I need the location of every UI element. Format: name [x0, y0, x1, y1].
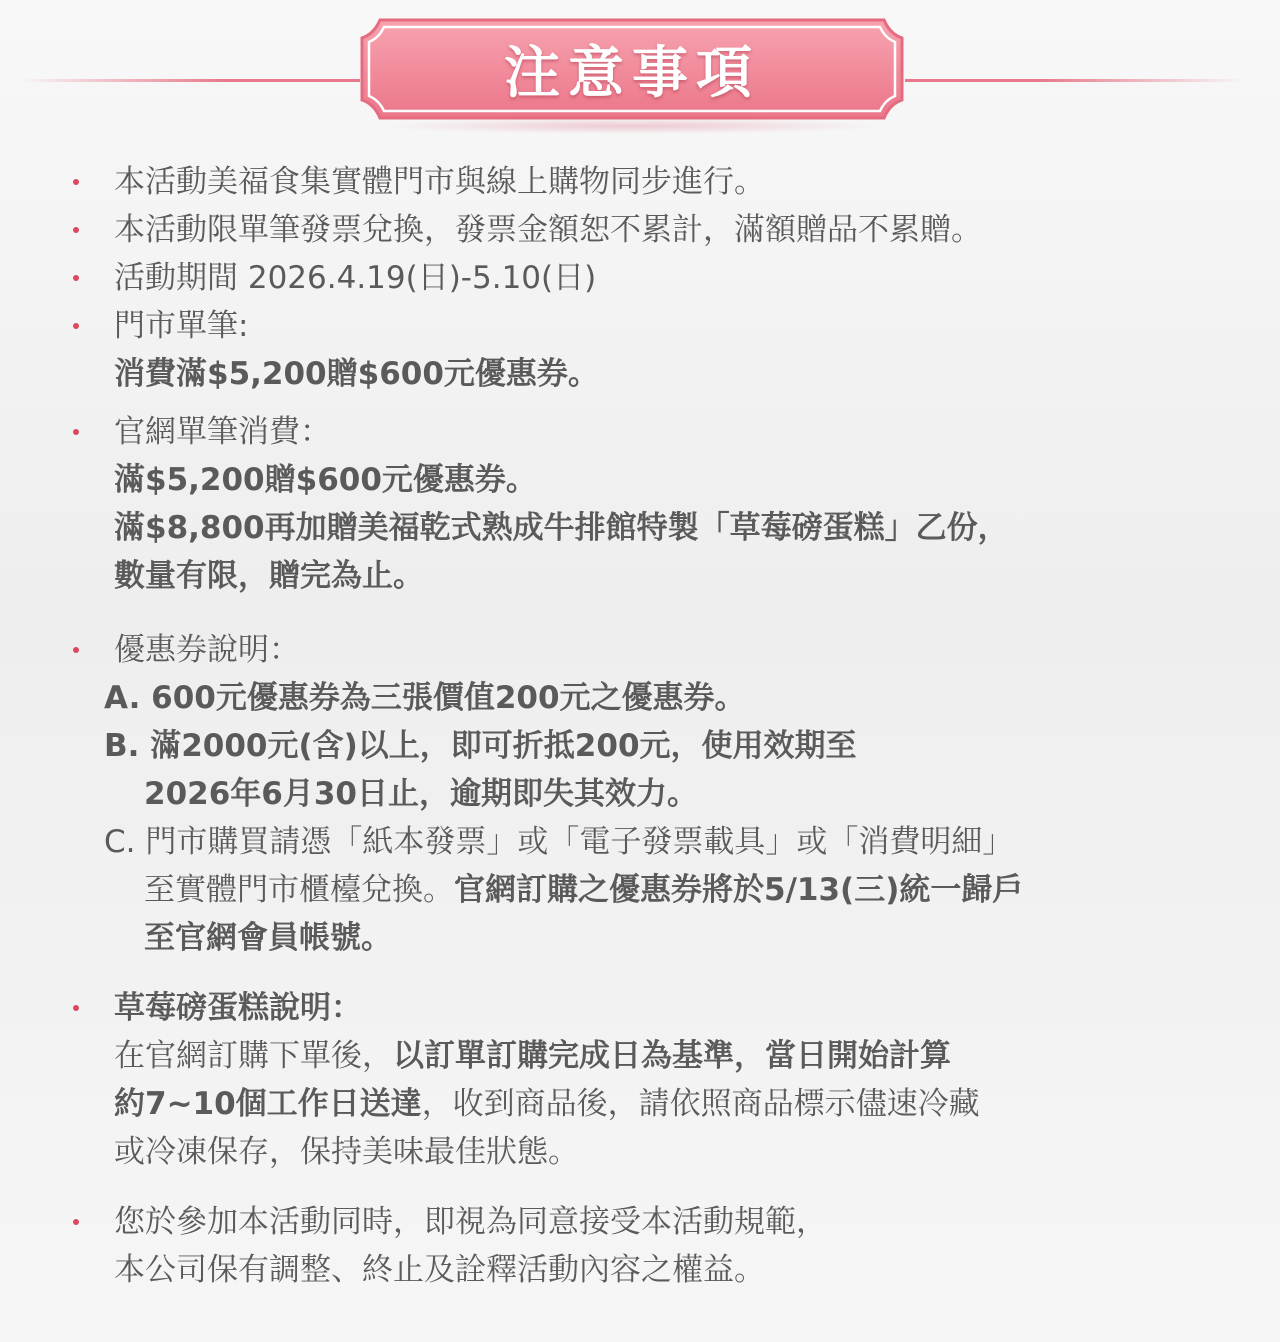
bullet-icon: [73, 1198, 83, 1246]
coupon-note-c-normal: 至實體門市櫃檯兌換。: [144, 872, 454, 908]
list-item: [66, 158, 1226, 206]
item-text: 本公司保有調整、終止及詮釋活動內容之權益。: [114, 1252, 765, 1288]
cake-note-normal: ，收到商品後，請依照商品標示儘速冷藏: [421, 1086, 980, 1122]
item-detail: 數量有限，贈完為止。: [114, 558, 424, 594]
item-detail: 或冷凍保存，保持美味最佳狀態。: [114, 1134, 579, 1170]
coupon-note-b: B. 滿2000元(含)以上，即可折抵200元，使用效期至: [104, 728, 857, 764]
item-detail: [114, 1032, 1226, 1080]
coupon-note-a: A. 600元優惠券為三張價值200元之優惠券。: [104, 680, 746, 716]
page-header: [0, 0, 1280, 140]
bullet-icon: [73, 302, 83, 350]
item-detail: 消費滿$5,200贈$600元優惠券。: [114, 356, 599, 392]
bullet-icon: [73, 626, 83, 674]
list-item: [66, 254, 1226, 302]
bullet-icon: [73, 206, 83, 254]
bullet-icon: [73, 158, 83, 206]
title-shadow: [378, 118, 886, 134]
item-heading: 草莓磅蛋糕說明：: [114, 990, 362, 1026]
coupon-note-c-bold: 官網訂購之優惠券將於5/13(三)統一歸戶: [454, 872, 1024, 908]
header-decor-line-left: [20, 79, 360, 82]
item-heading: 優惠券說明：: [114, 632, 300, 668]
item-heading: 門市單筆:: [114, 308, 249, 344]
item-text: 本活動美福食集實體門市與線上購物同步進行。: [114, 164, 765, 200]
item-text: 活動期間 2026.4.19(日)-5.10(日): [114, 260, 597, 296]
list-item: [66, 984, 1226, 1176]
bullet-icon: [73, 984, 83, 1032]
item-detail: [114, 1080, 1226, 1128]
coupon-note-c-cont: 至官網會員帳號。: [144, 920, 392, 956]
coupon-note-c-cont: [104, 866, 1226, 914]
coupon-sub-list: [104, 674, 1226, 962]
coupon-note-b-cont: 2026年6月30日止，逾期即失其效力。: [144, 776, 698, 812]
header-decor-line-right: [905, 79, 1245, 82]
item-text: 本活動限單筆發票兌換，發票金額恕不累計，滿額贈品不累贈。: [114, 212, 982, 248]
list-item: [66, 206, 1226, 254]
list-item: [66, 408, 1226, 600]
notice-list: [66, 158, 1226, 1294]
bullet-icon: [73, 408, 83, 456]
coupon-note-c: C. 門市購買請憑「紙本發票」或「電子發票載具」或「消費明細」: [104, 824, 1014, 860]
item-heading: 官網單筆消費：: [114, 414, 331, 450]
title-banner: [360, 18, 904, 120]
cake-note-normal: 在官網訂購下單後，: [114, 1038, 393, 1074]
item-detail: 滿$8,800再加贈美福乾式熟成牛排館特製「草莓磅蛋糕」乙份，: [114, 510, 1009, 546]
cake-note-bold: 約7~10個工作日送達: [114, 1086, 422, 1122]
page-title: 注意事項: [504, 41, 760, 106]
item-text: 您於參加本活動同時，即視為同意接受本活動規範，: [114, 1204, 827, 1240]
bullet-icon: [73, 254, 83, 302]
item-detail: 滿$5,200贈$600元優惠券。: [114, 462, 537, 498]
list-item: [66, 626, 1226, 962]
list-item: [66, 1198, 1226, 1294]
cake-note-bold: 以訂單訂購完成日為基準，當日開始計算: [393, 1038, 951, 1074]
list-item: [66, 302, 1226, 398]
